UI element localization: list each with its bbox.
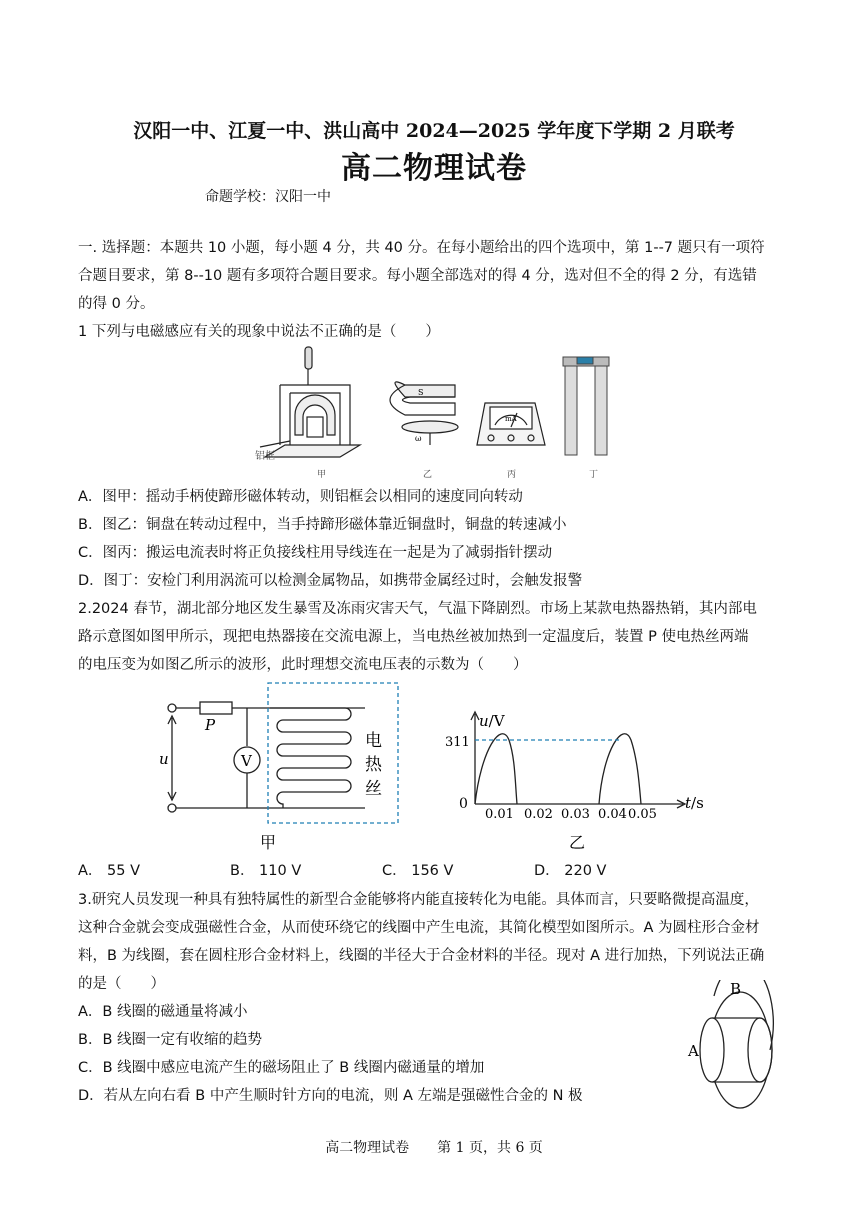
q3-stem-line1: 3.研究人员发现一种具有独特属性的新型合金能够将内能直接转化为电能。具体而言，只要略微提高温度， bbox=[78, 892, 759, 908]
circuit-caption: 甲 bbox=[260, 833, 277, 852]
q1-option-d: D．图丁：安检门利用涡流可以检测金属物品，如携带金属经过时，会触发报警 bbox=[78, 573, 583, 589]
fig-caption-jia: 甲 bbox=[317, 470, 327, 480]
exam-title-line1: 汉阳一中、江夏一中、洪山高中 2024—2025 学年度下学期 2 月联考 bbox=[133, 120, 735, 142]
graph-ylabel: u/V bbox=[479, 712, 505, 730]
setter-school: 命题学校：汉阳一中 bbox=[205, 189, 331, 205]
fig-ding-security-gate bbox=[563, 357, 609, 455]
q2-option-a: A． 55 V bbox=[78, 863, 141, 879]
q2-circuit-diagram bbox=[155, 678, 410, 853]
section1-intro-line1: 一. 选择题：本题共 10 小题，每小题 4 分，共 40 分。在每小题给出的四个选项中，第 1--7 题只有一项符 bbox=[78, 240, 765, 256]
q3-option-d: D．若从左向右看 B 中产生顺时针方向的电流，则 A 左端是强磁性合金的 N 极 bbox=[78, 1088, 583, 1104]
tick-0.01: 0.01 bbox=[485, 807, 514, 822]
q1-figures bbox=[255, 345, 615, 483]
label-a: A bbox=[688, 1042, 699, 1060]
tick-0.03: 0.03 bbox=[561, 807, 590, 822]
q2-option-b: B． 110 V bbox=[230, 863, 302, 879]
svg-text:ω: ω bbox=[415, 434, 422, 443]
heater-dashed-box bbox=[268, 683, 398, 823]
q3-option-c: C．B 线圈中感应电流产生的磁场阻止了 B 线圈内磁通量的增加 bbox=[78, 1060, 485, 1076]
section1-intro-line3: 的得 0 分。 bbox=[78, 296, 155, 312]
q2-stem-line2: 路示意图如图甲所示，现把电热器接在交流电源上，当电热丝被加热到一定温度后，装置 P 使电热丝两端 bbox=[78, 629, 749, 645]
q1-option-a: A．图甲：摇动手柄使蹄形磁体转动，则铝框会以相同的速度同向转动 bbox=[78, 489, 523, 505]
q1-option-c: C．图丙：搬运电流表时将正负接线柱用导线连在一起是为了减弱指针摆动 bbox=[78, 545, 553, 561]
q3-option-a: A．B 线圈的磁通量将减小 bbox=[78, 1004, 248, 1020]
q2-voltage-graph bbox=[445, 700, 715, 855]
q1-option-b: B．图乙：铜盘在转动过程中，当手持蹄形磁体靠近铜盘时，铜盘的转速减小 bbox=[78, 517, 567, 533]
page-footer: 高二物理试卷 第 1 页，共 6 页 bbox=[325, 1140, 543, 1156]
fig-yi-magnet-disk bbox=[390, 382, 458, 445]
svg-text:S: S bbox=[418, 388, 424, 397]
q2-stem-line1: 2.2024 春节，湖北部分地区发生暴雪及冻雨灾害天气，气温下降剧烈。市场上某款电热器热销，其内部电 bbox=[78, 601, 757, 617]
voltmeter-v: V bbox=[241, 752, 252, 770]
q3-stem-line2: 这种合金就会变成强磁性合金，从而使环绕它的线圈中产生电流，其简化模型如图所示。A 为圆柱形合金材 bbox=[78, 920, 760, 936]
q1-stem: 1 下列与电磁感应有关的现象中说法不正确的是（ ） bbox=[78, 324, 440, 340]
lvkuang-label: 铝框 bbox=[255, 451, 275, 462]
exam-title-line2: 高二物理试卷 bbox=[341, 151, 527, 186]
resistor-p bbox=[200, 702, 232, 714]
heater-label-2: 热 bbox=[365, 755, 382, 775]
heater-label-3: 丝 bbox=[365, 779, 382, 799]
q2-stem-line3: 的电压变为如图乙所示的波形，此时理想交流电压表的示数为（ ） bbox=[78, 657, 528, 673]
tick-0.05: 0.05 bbox=[628, 807, 657, 822]
tick-zero: 0 bbox=[459, 796, 468, 812]
graph-xlabel: t/s bbox=[685, 794, 704, 812]
tick-0.02: 0.02 bbox=[524, 807, 553, 822]
q2-option-d: D． 220 V bbox=[534, 863, 607, 879]
fig-caption-ding: 丁 bbox=[589, 470, 599, 480]
fig-caption-yi: 乙 bbox=[423, 470, 433, 480]
fig-caption-bing: 丙 bbox=[507, 470, 517, 480]
label-u: u bbox=[159, 750, 169, 768]
cylinder-a bbox=[700, 1018, 724, 1082]
q3-stem-line4: 的是（ ） bbox=[78, 976, 165, 992]
tick-0.04: 0.04 bbox=[598, 807, 627, 822]
q3-coil-figure bbox=[680, 980, 800, 1120]
fig-jia-apparatus bbox=[260, 347, 360, 457]
graph-caption: 乙 bbox=[569, 833, 586, 852]
q3-stem-line3: 料，B 为线圈，套在圆柱形合金材料上，线圈的半径大于合金材料的半径。现对 A 进行加热，下列说法正确 bbox=[78, 948, 765, 964]
fig-bing-ammeter bbox=[477, 403, 545, 445]
ma-label: mA bbox=[505, 415, 517, 423]
heater-label-1: 电 bbox=[365, 731, 382, 751]
label-b: B bbox=[730, 980, 742, 998]
section1-intro-line2: 合题目要求，第 8--10 题有多项符合题目要求。每小题全部选对的得 4 分，选对但不全的得 2 分，有选错 bbox=[78, 268, 757, 284]
tick-311: 311 bbox=[445, 735, 470, 750]
q3-option-b: B．B 线圈一定有收缩的趋势 bbox=[78, 1032, 263, 1048]
label-p: P bbox=[205, 716, 216, 734]
q2-option-c: C． 156 V bbox=[382, 863, 454, 879]
